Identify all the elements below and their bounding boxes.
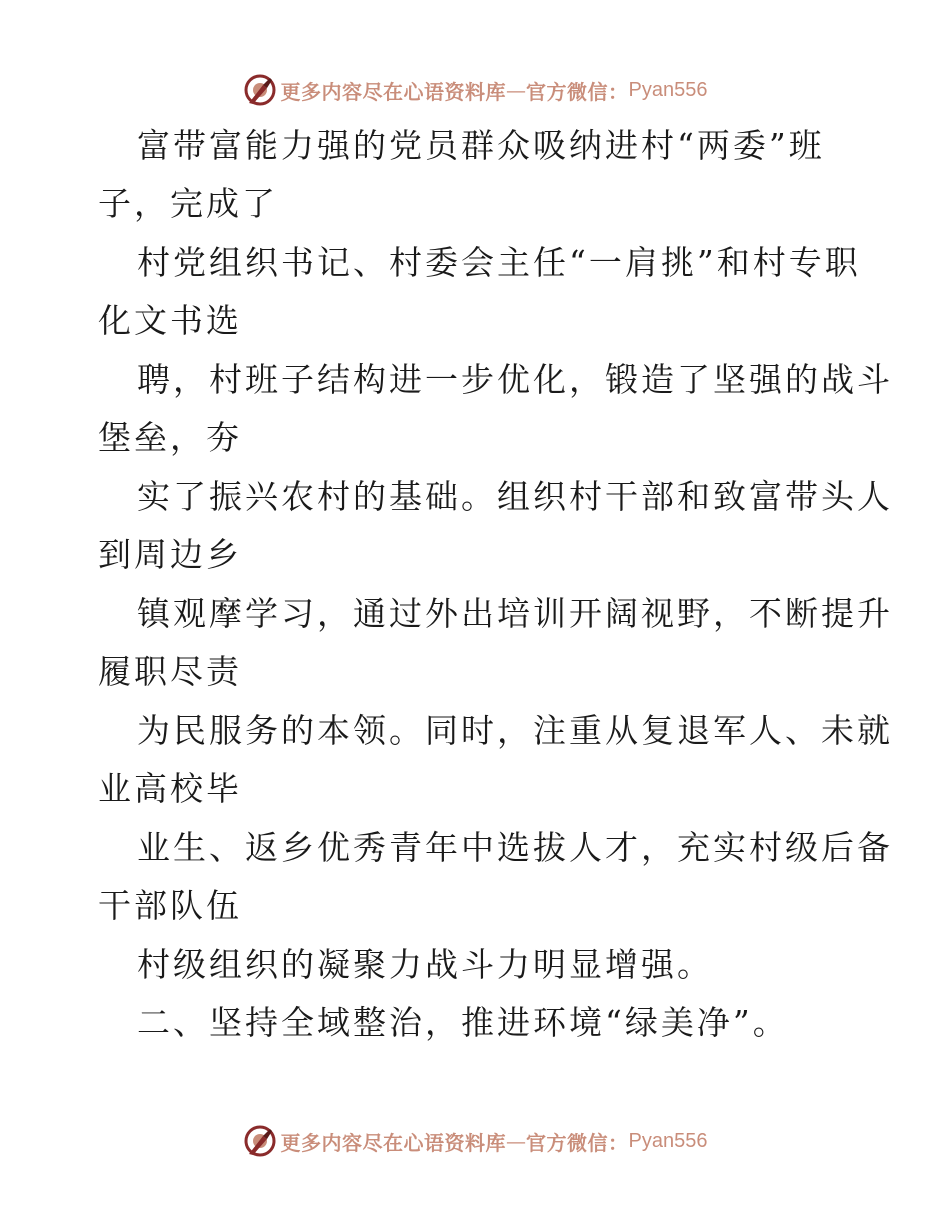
body-line: 村级组织的凝聚力战斗力明显增强。: [137, 945, 713, 984]
header-site-name: 更多内容尽在心语资料库: [280, 79, 507, 104]
header-wechat-label: 官方微信：: [526, 79, 629, 104]
body-line: 化文书选: [98, 301, 242, 340]
header-dash: —: [506, 78, 527, 102]
footer-wechat-label: 官方微信：: [526, 1130, 629, 1155]
header-wechat-id: Pyan556: [628, 78, 708, 101]
pen-logo-icon: [243, 73, 277, 107]
section-heading: 二、坚持全域整治，推进环境“绿美净”。: [137, 1003, 789, 1042]
body-line: 村党组织书记、村委会主任“一肩挑”和村专职: [137, 243, 861, 282]
body-line: 履职尽责: [98, 652, 242, 691]
footer-watermark: [0, 1121, 950, 1161]
footer-wechat-id: Pyan556: [628, 1129, 708, 1152]
header-watermark: [0, 70, 950, 110]
body-line: 为民服务的本领。同时，注重从复退军人、未就: [137, 711, 893, 750]
body-line: 业高校毕: [98, 769, 242, 808]
body-line: 实了振兴农村的基础。组织村干部和致富带头人: [137, 477, 893, 516]
footer-dash: —: [506, 1129, 527, 1153]
pen-logo-icon: [243, 1124, 277, 1158]
body-line: 业生、返乡优秀青年中选拔人才，充实村级后备: [137, 828, 893, 867]
footer-site-name: 更多内容尽在心语资料库: [280, 1130, 507, 1155]
body-line: 镇观摩学习，通过外出培训开阔视野，不断提升: [137, 594, 893, 633]
body-line: 富带富能力强的党员群众吸纳进村“两委”班: [137, 126, 825, 165]
body-line: 干部队伍: [98, 886, 242, 925]
body-line: 聘，村班子结构进一步优化，锻造了坚强的战斗: [137, 360, 893, 399]
body-line: 到周边乡: [98, 535, 242, 574]
body-line: 堡垒，夯: [98, 418, 242, 457]
body-line: 子，完成了: [98, 184, 278, 223]
